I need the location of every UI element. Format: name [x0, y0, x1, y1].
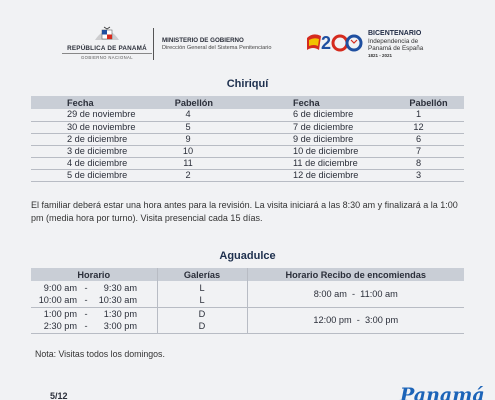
recibo-start: 12:00 pm: [313, 315, 352, 325]
bicentenario-title: BICENTENARIO: [368, 30, 422, 37]
galeria-cell: D: [157, 320, 247, 333]
galeria-cell: D: [157, 307, 247, 320]
table-row: [31, 133, 464, 145]
pabellon-cell: 11: [183, 157, 193, 168]
recibo-end: 3:00 pm: [364, 315, 399, 325]
horario-end: 1:30 pm: [103, 308, 137, 319]
recibo-cell: [247, 307, 464, 333]
bicentenario-line-2: Panamá de España: [368, 45, 424, 52]
fecha-cell: 4 de diciembre: [67, 157, 128, 168]
fecha-cell: 5 de diciembre: [67, 169, 128, 180]
galeria-cell: L: [157, 294, 247, 307]
column-header-pabellon-1: Pabellón: [143, 96, 233, 109]
recibo-end: 11:00 am: [360, 288, 398, 299]
aguadulce-schedule-table: [31, 268, 464, 334]
panama-brand-logo: Panamá: [400, 384, 485, 400]
recibo-dash: -: [352, 288, 356, 299]
pabellon-cell: 4: [185, 109, 191, 120]
horario-start: 9:00 am: [43, 282, 77, 293]
horario-end: 10:30 am: [98, 295, 137, 306]
table-row: [31, 109, 464, 121]
fecha-cell: 3 de diciembre: [67, 145, 128, 156]
horario-dash: -: [84, 282, 88, 293]
bicentenario-line-1: Independencia de: [368, 38, 419, 45]
bicentenario-years: 1821 - 2021: [368, 53, 393, 58]
table-row: [31, 307, 464, 320]
column-header-horario: Horario: [31, 268, 157, 281]
svg-text:2: 2: [321, 33, 332, 53]
fecha-cell: 7 de diciembre: [293, 121, 354, 132]
horario-start: 2:30 pm: [43, 321, 77, 332]
chiriqui-title: Chiriquí: [226, 78, 269, 90]
table-row: [31, 281, 464, 294]
aguadulce-note: Nota: Visitas todos los domingos.: [35, 349, 165, 359]
ministry-subtitle: Dirección General del Sistema Penitenciario: [162, 45, 272, 51]
pabellon-cell: 1: [415, 109, 422, 120]
recibo-start: 8:00 am: [313, 288, 347, 299]
pabellon-cell: 8: [415, 157, 422, 168]
horario-dash: -: [84, 308, 88, 319]
horario-dash: -: [84, 321, 88, 332]
page-header: [0, 26, 495, 66]
fecha-cell: 2 de diciembre: [67, 133, 128, 144]
recibo-dash: -: [356, 315, 360, 325]
recibo-cell: [247, 281, 464, 307]
table-row: [31, 157, 464, 169]
table-header-row: [31, 96, 464, 109]
ministry-name: MINISTERIO DE GOBIERNO: [162, 37, 244, 44]
panama-coat-of-arms-icon: [93, 26, 121, 43]
fecha-cell: 11 de diciembre: [293, 157, 358, 168]
fecha-cell: 6 de diciembre: [293, 109, 354, 120]
pabellon-cell: 10: [182, 145, 194, 156]
pabellon-cell: 2: [185, 169, 191, 180]
table-header-row: [31, 268, 464, 281]
fecha-cell: 29 de noviembre: [67, 109, 136, 120]
horario-start: 1:00 pm: [43, 308, 77, 319]
horario-end: 3:00 pm: [103, 321, 137, 332]
table-row: [31, 145, 464, 157]
pabellon-cell: 9: [185, 133, 191, 144]
republic-subtitle: GOBIERNO NACIONAL: [62, 53, 152, 60]
pabellon-cell: 7: [415, 145, 422, 156]
republic-name: REPÚBLICA DE PANAMÁ: [67, 45, 147, 52]
horario-start: 10:00 am: [38, 295, 77, 306]
column-header-pabellon-2: Pabellón: [373, 96, 464, 109]
galeria-cell: L: [157, 281, 247, 294]
fecha-cell: 30 de noviembre: [67, 121, 136, 132]
table-row: [31, 169, 464, 181]
pabellon-cell: 12: [413, 121, 424, 132]
page-number: 5/12: [50, 391, 68, 400]
fecha-cell: 10 de diciembre: [293, 145, 359, 156]
column-header-fecha-1: Fecha: [31, 96, 143, 109]
pabellon-cell: 3: [415, 169, 422, 180]
pabellon-cell: 6: [415, 133, 422, 144]
fecha-cell: 12 de diciembre: [293, 169, 359, 180]
chiriqui-schedule-table: [31, 96, 464, 182]
bicentenario-logo-icon: [305, 28, 363, 56]
chiriqui-note: El familiar deberá estar una hora antes para la revisión. La visita iniciará a las 8:30 am y finalizará a la 1:00 pm (media hora por turno). Visita presencial cada 15 días.: [31, 200, 458, 223]
column-header-fecha-2: Fecha: [233, 96, 373, 109]
pabellon-cell: 5: [185, 121, 191, 132]
column-header-recibo: Horario Recibo de encomiendas: [247, 268, 464, 281]
table-row: [31, 121, 464, 133]
aguadulce-title: Aguadulce: [219, 250, 276, 262]
horario-end: 9:30 am: [103, 282, 137, 293]
horario-dash: -: [84, 295, 88, 306]
header-divider: [153, 28, 154, 60]
column-header-galerias: Galerías: [157, 268, 247, 281]
fecha-cell: 9 de diciembre: [293, 133, 354, 144]
